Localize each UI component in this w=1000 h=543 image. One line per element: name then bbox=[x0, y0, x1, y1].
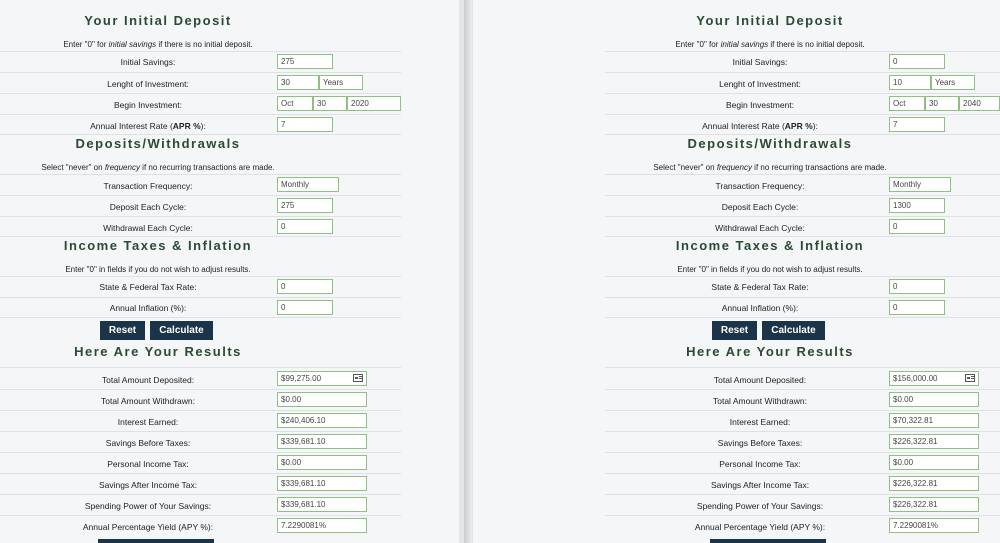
withdrawal-each-cycle-label: Withdrawal Each Cycle: bbox=[103, 223, 193, 233]
bottom-button-partial[interactable] bbox=[710, 539, 826, 543]
deposits-withdrawals-heading: Deposits/Withdrawals bbox=[687, 136, 853, 151]
transaction-frequency-select[interactable]: Monthly bbox=[889, 177, 951, 192]
results-heading: Here Are Your Results bbox=[686, 344, 854, 359]
result-value-interest-earned[interactable]: $240,406.10 bbox=[277, 413, 367, 428]
autofill-card-icon[interactable] bbox=[965, 374, 975, 382]
result-label-savings-before-taxes: Savings Before Taxes: bbox=[717, 438, 803, 448]
savings-calculator-left bbox=[0, 0, 459, 543]
investment-length-input[interactable]: 30 bbox=[277, 75, 319, 90]
row-divider bbox=[0, 93, 401, 94]
row-divider bbox=[0, 236, 401, 237]
result-label-total-deposited: Total Amount Deposited: bbox=[713, 375, 807, 385]
result-value-total-deposited[interactable]: $156,000.00 bbox=[889, 371, 979, 386]
autofill-card-icon[interactable] bbox=[353, 374, 363, 382]
result-value-personal-income-tax[interactable]: $0.00 bbox=[277, 455, 367, 470]
row-divider bbox=[605, 473, 1000, 474]
row-divider bbox=[605, 452, 1000, 453]
row-divider bbox=[0, 276, 401, 277]
begin-year-input[interactable]: 2020 bbox=[347, 96, 401, 111]
row-divider bbox=[605, 317, 1000, 318]
deposit-each-cycle-input[interactable]: 275 bbox=[277, 198, 333, 213]
result-value-savings-before-taxes[interactable]: $339,681.10 bbox=[277, 434, 367, 449]
result-label-spending-power: Spending Power of Your Savings: bbox=[696, 501, 824, 511]
row-divider bbox=[0, 431, 401, 432]
row-divider bbox=[0, 515, 401, 516]
row-divider bbox=[0, 317, 401, 318]
result-label-total-withdrawn: Total Amount Withdrawn: bbox=[712, 396, 807, 406]
row-divider bbox=[0, 114, 401, 115]
annual-inflation-input[interactable]: 0 bbox=[277, 300, 333, 315]
row-divider bbox=[605, 515, 1000, 516]
row-divider bbox=[605, 389, 1000, 390]
result-label-personal-income-tax: Personal Income Tax: bbox=[719, 459, 801, 469]
result-value-savings-after-tax[interactable]: $226,322.81 bbox=[889, 476, 979, 491]
tax-rate-label: State & Federal Tax Rate: bbox=[711, 282, 809, 292]
apr-input[interactable]: 7 bbox=[277, 117, 333, 132]
row-divider bbox=[0, 72, 401, 73]
initial-deposit-note: Enter "0" for initial savings if there is no initial deposit. bbox=[63, 40, 253, 49]
initial-savings-input[interactable]: 275 bbox=[277, 54, 333, 69]
begin-year-input[interactable]: 2040 bbox=[959, 96, 1000, 111]
begin-investment-label: Begin Investment: bbox=[725, 100, 795, 110]
row-divider bbox=[0, 410, 401, 411]
row-divider bbox=[605, 410, 1000, 411]
deposit-each-cycle-label: Deposit Each Cycle: bbox=[109, 202, 187, 212]
initial-deposit-note: Enter "0" for initial savings if there is no initial deposit. bbox=[675, 40, 865, 49]
annual-inflation-label: Annual Inflation (%): bbox=[721, 303, 799, 313]
row-divider bbox=[605, 276, 1000, 277]
row-divider bbox=[605, 494, 1000, 495]
row-divider bbox=[0, 216, 401, 217]
result-value-total-withdrawn[interactable]: $0.00 bbox=[277, 392, 367, 407]
investment-length-label: Lenght of Investment: bbox=[107, 79, 189, 89]
annual-inflation-label: Annual Inflation (%): bbox=[109, 303, 187, 313]
row-divider bbox=[605, 174, 1000, 175]
row-divider bbox=[605, 431, 1000, 432]
tax-rate-label: State & Federal Tax Rate: bbox=[99, 282, 197, 292]
deposits-withdrawals-note: Select "never" on frequency if no recurring transactions are made. bbox=[653, 163, 887, 172]
result-label-total-deposited: Total Amount Deposited: bbox=[101, 375, 195, 385]
result-value-savings-before-taxes[interactable]: $226,322.81 bbox=[889, 434, 979, 449]
apr-label: Annual Interest Rate (APR %): bbox=[90, 121, 206, 131]
initial-savings-input[interactable]: 0 bbox=[889, 54, 945, 69]
row-divider bbox=[605, 93, 1000, 94]
window-divider-shadow bbox=[464, 0, 472, 543]
annual-inflation-input[interactable]: 0 bbox=[889, 300, 945, 315]
investment-length-unit-select[interactable]: Years bbox=[319, 75, 363, 90]
calculate-button[interactable]: Calculate bbox=[762, 321, 825, 340]
apr-label: Annual Interest Rate (APR %): bbox=[702, 121, 818, 131]
initial-deposit-heading: Your Initial Deposit bbox=[84, 13, 232, 28]
result-value-personal-income-tax[interactable]: $0.00 bbox=[889, 455, 979, 470]
deposit-each-cycle-label: Deposit Each Cycle: bbox=[721, 202, 799, 212]
results-heading: Here Are Your Results bbox=[74, 344, 242, 359]
row-divider bbox=[605, 114, 1000, 115]
begin-day-input[interactable]: 30 bbox=[925, 96, 959, 111]
result-label-apy: Annual Percentage Yield (APY %): bbox=[82, 522, 214, 532]
result-label-savings-after-tax: Savings After Income Tax: bbox=[98, 480, 198, 490]
bottom-button-partial[interactable] bbox=[98, 539, 214, 543]
row-divider bbox=[0, 134, 401, 135]
begin-day-input[interactable]: 30 bbox=[313, 96, 347, 111]
result-label-personal-income-tax: Personal Income Tax: bbox=[107, 459, 189, 469]
deposit-each-cycle-input[interactable]: 1300 bbox=[889, 198, 945, 213]
result-value-spending-power[interactable]: $226,322.81 bbox=[889, 497, 979, 512]
row-divider bbox=[0, 297, 401, 298]
row-divider bbox=[605, 216, 1000, 217]
result-label-apy: Annual Percentage Yield (APY %): bbox=[694, 522, 826, 532]
apr-input[interactable]: 7 bbox=[889, 117, 945, 132]
calculate-button[interactable]: Calculate bbox=[150, 321, 213, 340]
initial-savings-label: Initial Savings: bbox=[732, 57, 788, 67]
result-value-total-withdrawn[interactable]: $0.00 bbox=[889, 392, 979, 407]
row-divider bbox=[0, 452, 401, 453]
deposits-withdrawals-heading: Deposits/Withdrawals bbox=[75, 136, 241, 151]
tax-rate-input[interactable]: 0 bbox=[889, 279, 945, 294]
result-label-interest-earned: Interest Earned: bbox=[729, 417, 791, 427]
result-value-apy[interactable]: 7.2290081% bbox=[889, 518, 979, 533]
withdrawal-each-cycle-label: Withdrawal Each Cycle: bbox=[715, 223, 805, 233]
transaction-frequency-label: Transaction Frequency: bbox=[715, 181, 805, 191]
deposits-withdrawals-note: Select "never" on frequency if no recurring transactions are made. bbox=[41, 163, 275, 172]
savings-calculator-right bbox=[605, 0, 1000, 543]
result-value-apy[interactable]: 7.2290081% bbox=[277, 518, 367, 533]
transaction-frequency-label: Transaction Frequency: bbox=[103, 181, 193, 191]
row-divider bbox=[0, 389, 401, 390]
result-value-interest-earned[interactable]: $70,322.81 bbox=[889, 413, 979, 428]
row-divider bbox=[0, 494, 401, 495]
row-divider bbox=[605, 236, 1000, 237]
reset-button[interactable]: Reset bbox=[712, 321, 757, 340]
row-divider bbox=[0, 367, 401, 368]
withdrawal-each-cycle-input[interactable]: 0 bbox=[889, 219, 945, 234]
row-divider bbox=[605, 297, 1000, 298]
result-label-savings-after-tax: Savings After Income Tax: bbox=[710, 480, 810, 490]
income-taxes-note: Enter "0" in fields if you do not wish to adjust results. bbox=[65, 265, 251, 274]
row-divider bbox=[0, 174, 401, 175]
initial-savings-label: Initial Savings: bbox=[120, 57, 176, 67]
result-value-spending-power[interactable]: $339,681.10 bbox=[277, 497, 367, 512]
row-divider bbox=[605, 195, 1000, 196]
result-label-interest-earned: Interest Earned: bbox=[117, 417, 179, 427]
income-taxes-note: Enter "0" in fields if you do not wish to adjust results. bbox=[677, 265, 863, 274]
initial-deposit-heading: Your Initial Deposit bbox=[696, 13, 844, 28]
begin-investment-label: Begin Investment: bbox=[113, 100, 183, 110]
investment-length-unit-select[interactable]: Years bbox=[931, 75, 975, 90]
result-value-total-deposited[interactable]: $99,275.00 bbox=[277, 371, 367, 386]
income-taxes-heading: Income Taxes & Inflation bbox=[675, 238, 865, 253]
row-divider bbox=[605, 51, 1000, 52]
row-divider bbox=[605, 134, 1000, 135]
row-divider bbox=[0, 195, 401, 196]
begin-month-select[interactable]: Oct bbox=[889, 96, 925, 111]
row-divider bbox=[605, 72, 1000, 73]
row-divider bbox=[0, 51, 401, 52]
begin-month-select[interactable]: Oct bbox=[277, 96, 313, 111]
result-label-total-withdrawn: Total Amount Withdrawn: bbox=[100, 396, 195, 406]
row-divider bbox=[605, 367, 1000, 368]
investment-length-label: Lenght of Investment: bbox=[719, 79, 801, 89]
tax-rate-input[interactable]: 0 bbox=[277, 279, 333, 294]
result-label-spending-power: Spending Power of Your Savings: bbox=[84, 501, 212, 511]
transaction-frequency-select[interactable]: Monthly bbox=[277, 177, 339, 192]
withdrawal-each-cycle-input[interactable]: 0 bbox=[277, 219, 333, 234]
row-divider bbox=[0, 473, 401, 474]
result-label-savings-before-taxes: Savings Before Taxes: bbox=[105, 438, 191, 448]
result-value-savings-after-tax[interactable]: $339,681.10 bbox=[277, 476, 367, 491]
income-taxes-heading: Income Taxes & Inflation bbox=[63, 238, 253, 253]
investment-length-input[interactable]: 10 bbox=[889, 75, 931, 90]
reset-button[interactable]: Reset bbox=[100, 321, 145, 340]
